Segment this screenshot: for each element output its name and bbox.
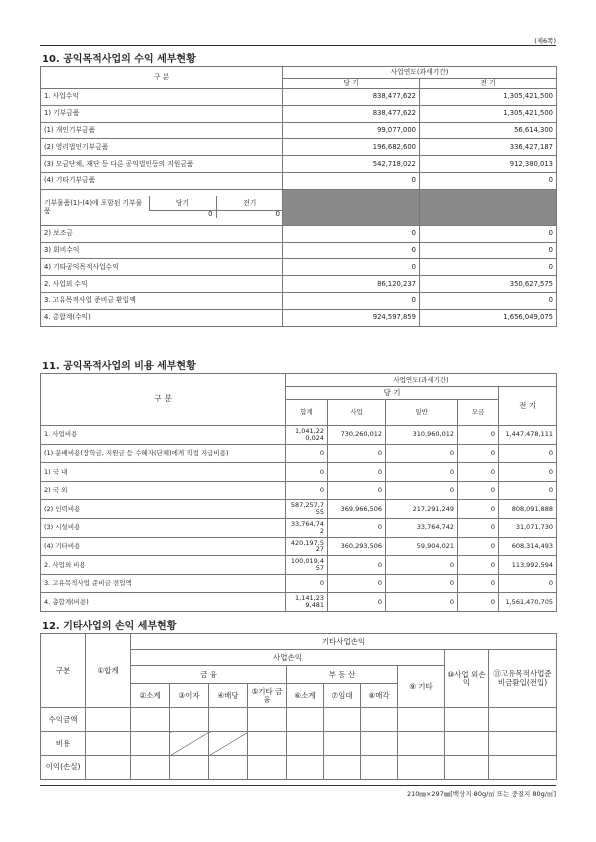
expense-total-value: 0 — [286, 463, 328, 482]
table-row — [41, 309, 557, 326]
expense-previous-value: 0 — [499, 481, 557, 500]
empty-cell — [361, 732, 398, 756]
empty-cell — [324, 756, 361, 780]
expense-total-value: 0 — [286, 481, 328, 500]
expense-row-label: (3) 시설비용 — [41, 518, 286, 537]
expense-business-value: 0 — [328, 444, 386, 463]
empty-cell — [86, 756, 131, 780]
donated-goods-header-previous: 전기 — [216, 196, 283, 210]
table-row — [41, 708, 557, 732]
revenue-row-label: 1) 기부금품 — [41, 105, 283, 122]
revenue-previous-value: 912,380,013 — [420, 156, 557, 173]
diagonal-cell — [170, 732, 209, 756]
other-header-total: ①합계 — [86, 634, 131, 708]
revenue-current-value: 0 — [283, 242, 420, 259]
table-row — [41, 426, 557, 445]
donated-goods-current: 0 — [208, 210, 213, 218]
empty-cell — [398, 732, 445, 756]
revenue-current-value: 99,077,000 — [283, 122, 420, 139]
revenue-current-value: 924,597,859 — [283, 309, 420, 326]
expense-previous-value: 0 — [499, 444, 557, 463]
revenue-current-value: 0 — [283, 172, 420, 189]
expense-previous-value: 0 — [499, 463, 557, 482]
revenue-table — [40, 66, 557, 327]
other-header-re-subtotal: ⑥소계 — [287, 684, 324, 708]
revenue-current-value: 196,682,600 — [283, 139, 420, 156]
empty-cell — [131, 756, 170, 780]
other-header-etc: ⑨ 기타 — [398, 666, 445, 708]
table-row — [41, 444, 557, 463]
expense-total-value: 33,764,742 — [286, 518, 328, 537]
other-row-label-expense: 비용 — [41, 732, 86, 756]
revenue-row-label: 3) 회비수익 — [41, 242, 283, 259]
table-row — [41, 139, 557, 156]
empty-cell — [170, 756, 209, 780]
expense-general-value: 217,291,249 — [386, 500, 458, 519]
table-row — [41, 259, 557, 276]
revenue-row-label: (1) 개인기부금품 — [41, 122, 283, 139]
revenue-previous-value: 1,305,421,500 — [420, 105, 557, 122]
empty-cell — [248, 708, 287, 732]
expense-fundraising-value: 0 — [458, 518, 499, 537]
table-row — [41, 756, 557, 780]
other-row-label-profit: 이익(손실) — [41, 756, 86, 780]
expense-general-value: 0 — [386, 574, 458, 593]
section-10-title: 10. 공익목적사업의 수익 세부현황 — [42, 54, 196, 65]
table-row — [41, 518, 557, 537]
bottom-rule — [40, 785, 556, 786]
revenue-row-label: (3) 모금단체, 재단 등 다른 공익법인등의 지원금품 — [41, 156, 283, 173]
expense-general-value: 0 — [386, 556, 458, 575]
empty-cell — [287, 756, 324, 780]
empty-cell — [398, 756, 445, 780]
expense-fundraising-value: 0 — [458, 444, 499, 463]
expense-total-value: 1,041,220,024 — [286, 426, 328, 445]
table-row — [41, 172, 557, 189]
other-header-finance: 금 융 — [131, 666, 287, 684]
expense-header-fundraising: 모금 — [458, 400, 499, 426]
expense-business-value: 730,260,012 — [328, 426, 386, 445]
expense-row-label: 1) 국 내 — [41, 463, 286, 482]
revenue-header-year: 사업연도(과세기간) — [283, 67, 557, 79]
other-header-rent: ⑦임대 — [324, 684, 361, 708]
empty-cell — [361, 756, 398, 780]
section-11-title: 11. 공익목적사업의 비용 세부현황 — [42, 361, 196, 372]
expense-total-value: 0 — [286, 574, 328, 593]
expense-table — [40, 373, 557, 612]
table-row — [41, 481, 557, 500]
empty-cell — [287, 708, 324, 732]
donated-goods-previous: 0 — [216, 210, 283, 218]
expense-header-previous: 전 기 — [499, 387, 557, 426]
empty-cell — [86, 708, 131, 732]
revenue-previous-value: 0 — [420, 242, 557, 259]
expense-general-value: 33,764,742 — [386, 518, 458, 537]
other-header-fin-subtotal: ②소계 — [131, 684, 170, 708]
other-row-label-revenue: 수익금액 — [41, 708, 86, 732]
expense-general-value: 0 — [386, 463, 458, 482]
expense-business-value: 369,966,506 — [328, 500, 386, 519]
expense-previous-value: 113,992,594 — [499, 556, 557, 575]
empty-cell — [489, 732, 557, 756]
expense-row-label: 4. 총합계(비용) — [41, 593, 286, 612]
revenue-header-category: 구 분 — [41, 67, 283, 89]
empty-cell — [248, 756, 287, 780]
expense-previous-value: 0 — [499, 574, 557, 593]
table-row — [41, 242, 557, 259]
expense-row-label: (1) 분배비용(장학금, 지원금 등 수혜자(단체)에게 직접 지급비용) — [41, 444, 286, 463]
expense-fundraising-value: 0 — [458, 537, 499, 556]
empty-cell — [398, 708, 445, 732]
expense-header-current: 당 기 — [286, 387, 499, 400]
expense-header-business: 사업 — [328, 400, 386, 426]
expense-business-value: 0 — [328, 593, 386, 612]
revenue-current-value: 542,718,022 — [283, 156, 420, 173]
expense-header-year: 사업연도(과세기간) — [286, 374, 557, 387]
empty-cell — [131, 732, 170, 756]
revenue-current-value: 838,477,622 — [283, 105, 420, 122]
other-business-table — [40, 633, 557, 780]
empty-cell — [131, 708, 170, 732]
revenue-previous-value: 0 — [420, 172, 557, 189]
revenue-current-value: 838,477,622 — [283, 89, 420, 106]
other-header-real-estate: 부 동 산 — [287, 666, 398, 684]
table-row — [41, 500, 557, 519]
revenue-previous-value: 336,427,187 — [420, 139, 557, 156]
expense-business-value: 0 — [328, 463, 386, 482]
revenue-previous-value: 56,614,300 — [420, 122, 557, 139]
expense-total-value: 587,257,755 — [286, 500, 328, 519]
page-number: (제6쪽) — [534, 37, 556, 45]
empty-cell — [209, 756, 248, 780]
empty-cell — [445, 732, 489, 756]
revenue-current-value: 86,120,237 — [283, 276, 420, 293]
revenue-previous-value: 0 — [420, 259, 557, 276]
empty-cell — [287, 732, 324, 756]
revenue-header-current: 당 기 — [283, 79, 420, 89]
table-row — [41, 89, 557, 106]
table-row — [41, 156, 557, 173]
table-row — [41, 122, 557, 139]
expense-previous-value: 1,561,470,705 — [499, 593, 557, 612]
table-row — [41, 556, 557, 575]
revenue-row-label: 4. 총합계(수익) — [41, 309, 283, 326]
expense-general-value: 59,904,021 — [386, 537, 458, 556]
table-row — [41, 225, 557, 242]
table-row — [41, 732, 557, 756]
revenue-previous-value: 1,305,421,500 — [420, 89, 557, 106]
top-rule — [40, 45, 556, 46]
revenue-previous-value: 0 — [420, 225, 557, 242]
revenue-current-value: 0 — [283, 259, 420, 276]
section-12-title: 12. 기타사업의 손익 세부현황 — [42, 621, 177, 632]
expense-business-value: 0 — [328, 574, 386, 593]
other-header-category: 구분 — [41, 634, 86, 708]
empty-cell — [324, 708, 361, 732]
empty-cell — [209, 708, 248, 732]
expense-total-value: 1,141,239,481 — [286, 593, 328, 612]
other-header-reserve: ⑪고유목적사업준비금환입(전입) — [489, 650, 557, 708]
expense-total-value: 420,197,527 — [286, 537, 328, 556]
expense-fundraising-value: 0 — [458, 593, 499, 612]
revenue-row-label: 2) 보조금 — [41, 225, 283, 242]
revenue-row-label: (4) 기타기부금품 — [41, 172, 283, 189]
expense-row-label: 1. 사업비용 — [41, 426, 286, 445]
donated-goods-label: 기부물품(1)-(4)에 포함된 기부물품 — [44, 199, 143, 216]
empty-cell — [361, 708, 398, 732]
expense-fundraising-value: 0 — [458, 463, 499, 482]
table-row — [41, 189, 557, 225]
donated-goods-header-current: 당기 — [149, 196, 216, 210]
other-header-interest: ③이자 — [170, 684, 209, 708]
expense-total-value: 0 — [286, 444, 328, 463]
table-row — [41, 463, 557, 482]
donated-goods-cell — [41, 189, 283, 225]
revenue-previous-value: 350,627,575 — [420, 276, 557, 293]
expense-general-value: 0 — [386, 444, 458, 463]
empty-cell — [170, 708, 209, 732]
expense-business-value: 0 — [328, 481, 386, 500]
revenue-current-value: 0 — [283, 292, 420, 309]
revenue-previous-value: 0 — [420, 292, 557, 309]
diagonal-cell — [209, 732, 248, 756]
expense-row-label: 2. 사업외 비용 — [41, 556, 286, 575]
table-row — [41, 537, 557, 556]
revenue-row-label: 4) 기타공익목적사업수익 — [41, 259, 283, 276]
table-row — [41, 574, 557, 593]
other-header-non-operating: ⑩사업 외손익 — [445, 650, 489, 708]
empty-cell — [489, 708, 557, 732]
expense-business-value: 360,293,506 — [328, 537, 386, 556]
revenue-header-previous: 전 기 — [420, 79, 557, 89]
table-row — [41, 292, 557, 309]
expense-general-value: 0 — [386, 481, 458, 500]
empty-cell — [86, 732, 131, 756]
expense-fundraising-value: 0 — [458, 426, 499, 445]
expense-previous-value: 1,447,478,111 — [499, 426, 557, 445]
paper-spec-footer: 210㎜×297㎜[백상지 80g/㎡ 또는 중질지 80g/㎡] — [406, 790, 556, 798]
expense-row-label: 3. 고유목적사업 준비금 전입액 — [41, 574, 286, 593]
revenue-previous-value: 1,656,049,075 — [420, 309, 557, 326]
table-row — [41, 276, 557, 293]
empty-cell — [324, 732, 361, 756]
expense-business-value: 0 — [328, 518, 386, 537]
revenue-current-value: 0 — [283, 225, 420, 242]
empty-cell — [445, 756, 489, 780]
empty-cell — [489, 756, 557, 780]
expense-header-general: 일반 — [386, 400, 458, 426]
empty-cell — [248, 732, 287, 756]
empty-cell — [445, 708, 489, 732]
table-row — [41, 593, 557, 612]
other-header-other-finance: ⑤기타 금융 — [248, 684, 287, 708]
shaded-cell — [283, 189, 420, 225]
expense-fundraising-value: 0 — [458, 500, 499, 519]
other-header-dividend: ④배당 — [209, 684, 248, 708]
revenue-row-label: 2. 사업외 수익 — [41, 276, 283, 293]
other-header-sale: ⑧매각 — [361, 684, 398, 708]
revenue-row-label: 1. 사업수익 — [41, 89, 283, 106]
expense-previous-value: 31,071,730 — [499, 518, 557, 537]
expense-row-label: (2) 인력비용 — [41, 500, 286, 519]
table-row — [41, 105, 557, 122]
revenue-row-label: (2) 영리법인기부금품 — [41, 139, 283, 156]
expense-business-value: 0 — [328, 556, 386, 575]
expense-header-total: 합계 — [286, 400, 328, 426]
other-header-other-business: 기타사업손익 — [131, 634, 557, 650]
expense-row-label: 2) 국 외 — [41, 481, 286, 500]
expense-fundraising-value: 0 — [458, 574, 499, 593]
expense-previous-value: 608,314,493 — [499, 537, 557, 556]
expense-previous-value: 808,091,888 — [499, 500, 557, 519]
revenue-row-label: 3. 고유목적사업 준비금 환입액 — [41, 292, 283, 309]
expense-general-value: 310,960,012 — [386, 426, 458, 445]
expense-total-value: 100,019,457 — [286, 556, 328, 575]
expense-fundraising-value: 0 — [458, 481, 499, 500]
expense-header-category: 구 분 — [41, 374, 286, 426]
expense-general-value: 0 — [386, 593, 458, 612]
other-header-business-pl: 사업손익 — [131, 650, 445, 666]
expense-fundraising-value: 0 — [458, 556, 499, 575]
shaded-cell — [420, 189, 557, 225]
expense-row-label: (4) 기타비용 — [41, 537, 286, 556]
